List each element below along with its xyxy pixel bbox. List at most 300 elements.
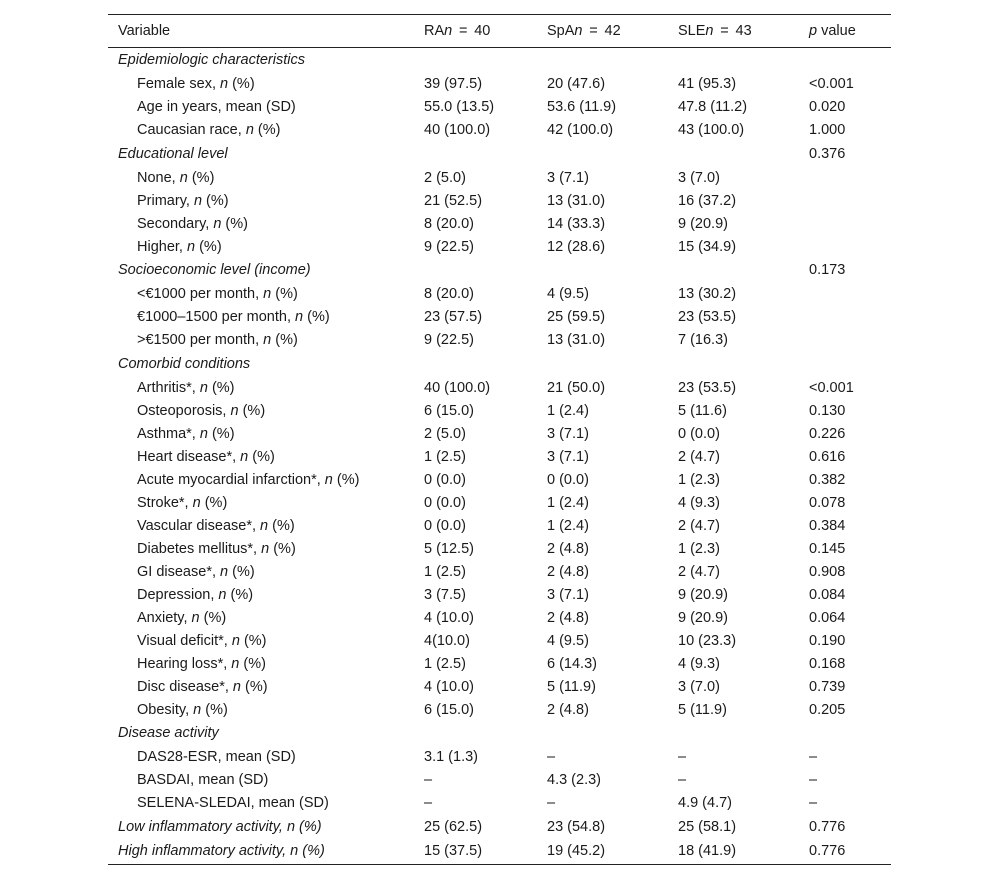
cell-ra: 23 (57.5) <box>424 309 483 325</box>
row-label <box>108 283 414 306</box>
header-ra <box>414 15 537 48</box>
cell-spa: 2 (4.8) <box>547 701 589 718</box>
cell-spa: 14 (33.3) <box>547 215 606 232</box>
section-row <box>108 352 891 377</box>
table-row <box>108 445 891 468</box>
row-unit-rest: (%) <box>228 563 255 580</box>
cell-empty <box>414 721 537 746</box>
cell-sle: 10 (23.3) <box>678 632 737 649</box>
cell-ra: 3 (7.5) <box>424 586 466 603</box>
row-label <box>108 376 414 399</box>
row-label-text: Depression, <box>137 586 219 603</box>
cell-sle: – <box>678 749 687 765</box>
row-unit-symbol: n <box>220 563 229 580</box>
header-spa-n-symbol: n <box>574 23 583 39</box>
row-unit-symbol: n <box>263 332 272 348</box>
row-unit-rest: (%) <box>239 632 267 649</box>
header-p-symbol: p <box>809 23 818 39</box>
section-title: Disease activity <box>118 725 219 742</box>
header-spa-equals: = <box>589 23 598 39</box>
section-row <box>108 258 891 283</box>
table-row <box>108 212 891 235</box>
row-unit-rest: (%) <box>271 332 298 348</box>
section-row <box>108 721 891 746</box>
table-row <box>108 698 891 721</box>
cell-p-value: 0.078 <box>809 494 846 511</box>
cell-sle: 5 (11.6) <box>678 402 727 419</box>
table-row <box>108 422 891 445</box>
cell-p-value: 0.145 <box>809 540 846 557</box>
cell-spa: 6 (14.3) <box>547 655 597 672</box>
cell-sle: 2 (4.7) <box>678 517 720 534</box>
row-unit-symbol: n <box>240 448 249 465</box>
row-unit-symbol: n <box>218 586 227 603</box>
cell-p-value: <0.001 <box>809 379 854 396</box>
cell-spa: 13 (31.0) <box>547 332 606 348</box>
row-label <box>108 769 414 792</box>
cell-p-value <box>799 283 891 306</box>
cell-spa: 4.3 (2.3) <box>547 772 601 788</box>
row-label <box>108 606 414 629</box>
cell-sle: 2 (4.7) <box>678 448 720 465</box>
row-unit-rest: (%) <box>253 122 281 138</box>
cell-spa: 2 (4.8) <box>547 540 589 557</box>
cell-spa: 12 (28.6) <box>547 238 606 255</box>
row-unit-rest: (%) <box>195 238 222 255</box>
cell-spa: 23 (54.8) <box>547 818 606 835</box>
cell-p-value: 0.084 <box>809 586 846 603</box>
row-label-text: <€1000 per month, <box>137 286 264 302</box>
cell-p-value: 0.384 <box>809 517 846 534</box>
row-label-text: Diabetes mellitus*, <box>137 540 262 557</box>
cell-spa: 42 (100.0) <box>547 122 614 138</box>
row-label <box>108 468 414 491</box>
table-row <box>108 73 891 96</box>
table-row <box>108 560 891 583</box>
cell-p-value: 0.776 <box>809 818 846 835</box>
row-label-text: Heart disease*, <box>137 448 241 465</box>
table-row <box>108 189 891 212</box>
cell-sle: 3 (7.0) <box>678 169 720 186</box>
cell-ra: 4 (10.0) <box>424 678 474 695</box>
cell-p-value: 0.020 <box>809 99 846 115</box>
header-variable: Variable <box>118 23 171 39</box>
row-unit-symbol: n <box>186 238 196 255</box>
cell-p-value: – <box>809 772 818 788</box>
row-label <box>108 119 414 142</box>
summary-row <box>108 815 891 840</box>
row-label <box>108 675 414 698</box>
row-label-text: Visual deficit*, <box>137 632 232 649</box>
cell-ra: 2 (5.0) <box>424 169 466 186</box>
row-unit-rest: (%) <box>240 678 268 695</box>
header-sle-equals: = <box>720 23 729 39</box>
cell-ra: 1 (2.5) <box>424 563 466 580</box>
row-label <box>108 73 414 96</box>
cell-p-value <box>799 306 891 329</box>
row-label-text: BASDAI, mean (SD) <box>137 772 269 788</box>
cell-empty <box>537 48 668 73</box>
cell-ra: 8 (20.0) <box>424 286 474 302</box>
cell-sle: 15 (34.9) <box>678 238 737 255</box>
cell-empty <box>668 352 799 377</box>
row-unit-symbol: n <box>199 379 208 396</box>
cell-spa: – <box>547 795 556 811</box>
row-label <box>108 399 414 422</box>
row-label-text: Primary, <box>137 192 194 209</box>
cell-spa: 25 (59.5) <box>547 309 606 325</box>
cell-ra: 0 (0.0) <box>424 517 466 534</box>
cell-ra: 40 (100.0) <box>424 379 491 396</box>
row-label-text: Acute myocardial infarction*, <box>137 471 325 488</box>
row-label <box>108 166 414 189</box>
row-label <box>108 652 414 675</box>
cell-sle: – <box>678 772 687 788</box>
cell-spa: 2 (4.8) <box>547 609 589 626</box>
cell-ra: 1 (2.5) <box>424 448 466 465</box>
row-unit-symbol: n <box>213 215 222 232</box>
cell-empty <box>668 721 799 746</box>
row-label-text: SELENA-SLEDAI, mean (SD) <box>137 795 329 811</box>
table-header <box>108 15 891 48</box>
cell-sle: 23 (53.5) <box>678 309 737 325</box>
cell-ra: 6 (15.0) <box>424 701 474 718</box>
row-label <box>108 212 414 235</box>
row-unit-rest: (%) <box>187 169 215 186</box>
cell-p-value: 0.776 <box>809 843 846 860</box>
cell-spa: 4 (9.5) <box>547 632 589 649</box>
cell-ra: – <box>424 795 433 811</box>
cell-spa: 3 (7.1) <box>547 425 589 442</box>
header-ra-equals: = <box>459 23 468 39</box>
section-row <box>108 142 891 167</box>
row-label-text: DAS28-ESR, mean (SD) <box>137 749 296 765</box>
cell-sle: 4.9 (4.7) <box>678 795 732 811</box>
table-row <box>108 514 891 537</box>
cell-sle: 4 (9.3) <box>678 494 720 511</box>
cell-empty <box>414 258 537 283</box>
cell-empty <box>414 48 537 73</box>
row-unit-symbol: n <box>232 678 241 695</box>
section-title: Socioeconomic level (income) <box>118 262 311 279</box>
cell-sle: 41 (95.3) <box>678 76 737 92</box>
cell-p-value: 0.226 <box>809 425 846 442</box>
cell-ra: 0 (0.0) <box>424 494 466 511</box>
cell-spa: 20 (47.6) <box>547 76 606 92</box>
table-row <box>108 629 891 652</box>
row-unit-symbol: n <box>231 632 240 649</box>
comparison-table <box>108 14 891 865</box>
cell-ra: 2 (5.0) <box>424 425 466 442</box>
cell-ra: 9 (22.5) <box>424 238 474 255</box>
row-label-text: Osteoporosis, <box>137 402 231 419</box>
cell-sle: 4 (9.3) <box>678 655 720 672</box>
row-unit-rest: (%) <box>303 309 330 325</box>
table-row <box>108 537 891 560</box>
cell-empty <box>537 721 668 746</box>
row-unit-rest: (%) <box>201 701 228 718</box>
row-label <box>108 698 414 721</box>
row-label <box>108 560 414 583</box>
row-label <box>108 422 414 445</box>
row-unit-rest: (%) <box>200 494 228 511</box>
cell-p-value: 0.064 <box>809 609 846 626</box>
cell-empty <box>537 258 668 283</box>
cell-p-value: 0.205 <box>809 701 846 718</box>
cell-ra: – <box>424 772 433 788</box>
cell-ra: 4 (10.0) <box>424 609 474 626</box>
cell-sle: 18 (41.9) <box>678 843 737 860</box>
table-row <box>108 283 891 306</box>
row-unit-symbol: n <box>263 286 272 302</box>
cell-ra: 39 (97.5) <box>424 76 483 92</box>
summary-label: Low inflammatory activity, n (%) <box>118 818 322 835</box>
cell-p-value: – <box>809 749 818 765</box>
row-label-text: GI disease*, <box>137 563 221 580</box>
section-p-value: 0.376 <box>809 145 846 162</box>
cell-empty <box>668 258 799 283</box>
row-label <box>108 235 414 258</box>
header-ra-n-symbol: n <box>444 23 453 39</box>
table-row <box>108 399 891 422</box>
cell-sle: 9 (20.9) <box>678 609 728 626</box>
row-unit-symbol: n <box>193 192 203 209</box>
cell-empty <box>668 48 799 73</box>
row-unit-rest: (%) <box>202 192 229 209</box>
row-label-text: Anxiety, <box>137 609 192 626</box>
row-label-text: None, <box>137 169 180 186</box>
cell-ra: 6 (15.0) <box>424 402 474 419</box>
cell-sle: 9 (20.9) <box>678 586 728 603</box>
cell-spa: 2 (4.8) <box>547 563 589 580</box>
cell-p-value: – <box>809 795 818 811</box>
section-row <box>108 48 891 73</box>
cell-p-value: 0.616 <box>809 448 846 465</box>
cell-p-value: 0.130 <box>809 402 846 419</box>
table-row <box>108 746 891 769</box>
cell-p-value: 0.190 <box>809 632 846 649</box>
row-unit-rest: (%) <box>268 517 295 534</box>
cell-spa: – <box>547 749 556 765</box>
row-unit-symbol: n <box>199 425 208 442</box>
row-label <box>108 792 414 815</box>
cell-spa: 1 (2.4) <box>547 402 589 419</box>
cell-sle: 7 (16.3) <box>678 332 728 348</box>
table-row <box>108 491 891 514</box>
cell-ra: 9 (22.5) <box>424 332 474 348</box>
cell-p-value <box>799 166 891 189</box>
table-row <box>108 769 891 792</box>
cell-spa: 3 (7.1) <box>547 586 589 603</box>
summary-label: High inflammatory activity, n (%) <box>118 843 325 860</box>
cell-spa: 1 (2.4) <box>547 517 589 534</box>
section-title: Educational level <box>118 145 228 162</box>
cell-sle: 16 (37.2) <box>678 192 737 209</box>
header-p-rest: value <box>817 23 856 39</box>
cell-sle: 1 (2.3) <box>678 471 720 488</box>
row-label-text: €1000–1500 per month, <box>137 309 296 325</box>
row-label-text: Hearing loss*, <box>137 655 232 672</box>
table-container <box>108 14 891 865</box>
row-label <box>108 329 414 352</box>
table-row <box>108 675 891 698</box>
row-label <box>108 306 414 329</box>
cell-spa: 21 (50.0) <box>547 379 606 396</box>
cell-sle: 23 (53.5) <box>678 379 737 396</box>
row-unit-rest: (%) <box>207 425 235 442</box>
row-unit-symbol: n <box>245 122 254 138</box>
row-label-text: Stroke*, <box>137 494 193 511</box>
table-row <box>108 792 891 815</box>
row-label <box>108 537 414 560</box>
row-label <box>108 491 414 514</box>
table-row <box>108 652 891 675</box>
table-row <box>108 468 891 491</box>
cell-spa: 0 (0.0) <box>547 471 589 488</box>
cell-ra: 4(10.0) <box>424 632 470 649</box>
cell-spa: 4 (9.5) <box>547 286 589 302</box>
cell-p-value <box>799 189 891 212</box>
row-unit-symbol: n <box>192 494 201 511</box>
row-unit-rest: (%) <box>207 379 235 396</box>
row-unit-rest: (%) <box>239 655 266 672</box>
cell-p-value <box>799 329 891 352</box>
cell-ra: 1 (2.5) <box>424 655 466 672</box>
cell-ra: 0 (0.0) <box>424 471 466 488</box>
section-p-value <box>799 48 891 73</box>
row-unit-rest: (%) <box>228 76 255 92</box>
cell-sle: 43 (100.0) <box>678 122 745 138</box>
row-label-text: Disc disease*, <box>137 678 233 695</box>
header-row <box>108 15 891 48</box>
row-label <box>108 583 414 606</box>
cell-spa: 13 (31.0) <box>547 192 606 209</box>
cell-empty <box>414 352 537 377</box>
row-unit-rest: (%) <box>221 215 248 232</box>
row-unit-symbol: n <box>231 655 240 672</box>
row-unit-symbol: n <box>220 76 229 92</box>
row-label-text: Obesity, <box>137 701 194 718</box>
table-row <box>108 235 891 258</box>
header-sle-label: SLE <box>678 23 706 39</box>
section-title: Epidemiologic characteristics <box>118 52 305 69</box>
section-title: Comorbid conditions <box>118 355 251 372</box>
cell-ra: 21 (52.5) <box>424 192 483 209</box>
cell-sle: 47.8 (11.2) <box>678 99 748 115</box>
cell-spa: 5 (11.9) <box>547 678 596 695</box>
row-unit-rest: (%) <box>269 540 296 557</box>
row-unit-rest: (%) <box>248 448 275 465</box>
cell-spa: 53.6 (11.9) <box>547 99 617 115</box>
cell-sle: 25 (58.1) <box>678 818 737 835</box>
cell-sle: 3 (7.0) <box>678 678 720 695</box>
cell-sle: 1 (2.3) <box>678 540 720 557</box>
cell-ra: 8 (20.0) <box>424 215 474 232</box>
row-unit-rest: (%) <box>199 609 227 626</box>
header-spa <box>537 15 668 48</box>
row-label <box>108 746 414 769</box>
row-label-text: Asthma*, <box>137 425 200 442</box>
table-row <box>108 606 891 629</box>
table-row <box>108 329 891 352</box>
section-p-value <box>799 721 891 746</box>
cell-sle: 13 (30.2) <box>678 286 737 302</box>
cell-sle: 9 (20.9) <box>678 215 728 232</box>
header-ra-n: 40 <box>474 23 491 39</box>
cell-p-value <box>799 235 891 258</box>
cell-ra: 55.0 (13.5) <box>424 99 495 115</box>
row-unit-rest: (%) <box>238 402 266 419</box>
header-ra-label: RA <box>424 23 445 39</box>
cell-spa: 3 (7.1) <box>547 448 589 465</box>
row-unit-symbol: n <box>193 701 202 718</box>
row-unit-rest: (%) <box>271 286 298 302</box>
header-spa-n: 42 <box>604 23 621 39</box>
table-row <box>108 119 891 142</box>
row-unit-symbol: n <box>324 471 333 488</box>
row-label <box>108 189 414 212</box>
table-row <box>108 376 891 399</box>
row-unit-rest: (%) <box>332 471 360 488</box>
cell-p-value: 0.382 <box>809 471 846 488</box>
header-sle-n: 43 <box>735 23 752 39</box>
row-label-text: Caucasian race, <box>137 122 246 138</box>
cell-p-value: 0.739 <box>809 678 846 695</box>
row-label-text: Secondary, <box>137 215 214 232</box>
row-unit-symbol: n <box>260 517 269 534</box>
cell-p-value: 0.908 <box>809 563 846 580</box>
row-label-text: Arthritis*, <box>137 379 200 396</box>
table-row <box>108 306 891 329</box>
table-row <box>108 583 891 606</box>
cell-p-value: 1.000 <box>809 122 846 138</box>
row-label <box>108 629 414 652</box>
summary-row <box>108 839 891 864</box>
cell-p-value <box>799 212 891 235</box>
cell-empty <box>414 142 537 167</box>
row-label-text: Age in years, mean (SD) <box>137 99 296 115</box>
section-p-value <box>799 352 891 377</box>
row-label <box>108 96 414 119</box>
row-label-text: >€1500 per month, <box>137 332 264 348</box>
cell-spa: 1 (2.4) <box>547 494 589 511</box>
row-unit-symbol: n <box>295 309 304 325</box>
cell-ra: 3.1 (1.3) <box>424 749 478 765</box>
cell-p-value: 0.168 <box>809 655 846 672</box>
cell-ra: 40 (100.0) <box>424 122 491 138</box>
cell-p-value: <0.001 <box>809 76 854 92</box>
cell-ra: 5 (12.5) <box>424 540 474 557</box>
header-spa-label: SpA <box>547 23 575 39</box>
section-p-value: 0.173 <box>809 262 846 279</box>
header-p-value <box>799 15 891 48</box>
row-label <box>108 514 414 537</box>
cell-sle: 0 (0.0) <box>678 425 720 442</box>
cell-spa: 3 (7.1) <box>547 169 589 186</box>
row-label-text: Female sex, <box>137 76 220 92</box>
cell-ra: 15 (37.5) <box>424 843 483 860</box>
row-label-text: Higher, <box>137 238 187 255</box>
cell-sle: 5 (11.9) <box>678 701 727 718</box>
cell-empty <box>537 352 668 377</box>
row-label-text: Vascular disease*, <box>137 517 261 534</box>
table-row <box>108 96 891 119</box>
header-sle <box>668 15 799 48</box>
cell-empty <box>668 142 799 167</box>
row-unit-symbol: n <box>179 169 188 186</box>
row-unit-symbol: n <box>230 402 239 419</box>
cell-empty <box>537 142 668 167</box>
